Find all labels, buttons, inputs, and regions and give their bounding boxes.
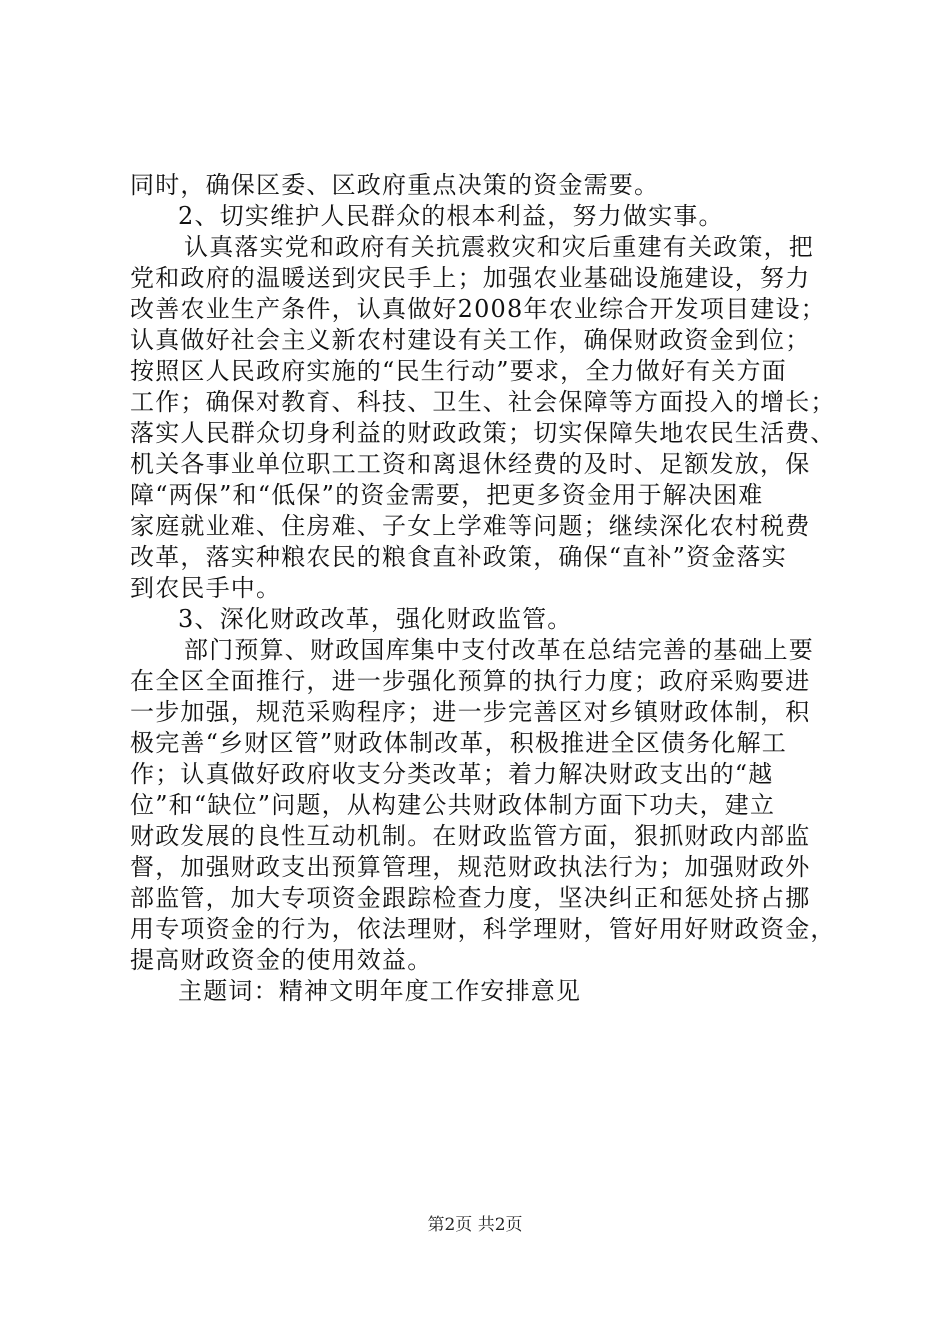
text-line: 部门预算、财政国库集中支付改革在总结完善的基础上要 (184, 636, 814, 664)
text-line: 作；认真做好政府收支分类改革；着力解决财政支出的“越 (130, 760, 774, 788)
text-line: 财政发展的良性互动机制。在财政监管方面，狠抓财政内部监 (130, 822, 811, 850)
text-line: 机关各事业单位职工工资和离退休经费的及时、足额发放，保 (130, 450, 811, 478)
text-line: 3、深化财政改革，强化财政监管。 (178, 605, 573, 633)
text-line: 认真落实党和政府有关抗震救灾和灾后重建有关政策，把 (184, 233, 814, 261)
text-line: 到农民手中。 (130, 574, 282, 602)
text-line: 位”和“缺位”问题，从构建公共财政体制方面下功夫，建立 (130, 791, 776, 819)
text-line: 极完善“乡财区管”财政体制改革，积极推进全区债务化解工 (130, 729, 787, 757)
text-line: 一步加强，规范采购程序；进一步完善区对乡镇财政体制，积 (130, 698, 811, 726)
text-line: 2、切实维护人民群众的根本利益，努力做实事。 (178, 202, 724, 230)
text-line: 在全区全面推行，进一步强化预算的执行力度；政府采购要进 (130, 667, 811, 695)
text-line: 主题词：精神文明年度工作安排意见 (178, 977, 582, 1005)
text-line: 落实人民群众切身利益的财政政策；切实保障失地农民生活费、 (130, 419, 836, 447)
text-line: 障“两保”和“低保”的资金需要，把更多资金用于解决困难 (130, 481, 764, 509)
text-line: 用专项资金的行为，依法理财，科学理财，管好用好财政资金， (130, 915, 836, 943)
text-line: 党和政府的温暖送到灾民手上；加强农业基础设施建设，努力 (130, 264, 811, 292)
text-line: 按照区人民政府实施的“民生行动”要求，全力做好有关方面 (130, 357, 787, 385)
text-line: 部监管，加大专项资金跟踪检查力度，坚决纠正和惩处挤占挪 (130, 884, 811, 912)
text-line: 改革，落实种粮农民的粮食直补政策，确保“直补”资金落实 (130, 543, 787, 571)
text-line: 认真做好社会主义新农村建设有关工作，确保财政资金到位； (130, 326, 811, 354)
document-body (130, 170, 836, 1007)
text-line: 改善农业生产条件，认真做好2008年农业综合开发项目建设； (130, 295, 826, 323)
text-line: 同时，确保区委、区政府重点决策的资金需要。 (130, 171, 660, 199)
text-line: 提高财政资金的使用效益。 (130, 946, 433, 974)
page-footer: 第2页 共2页 (427, 1215, 523, 1235)
text-line: 工作；确保对教育、科技、卫生、社会保障等方面投入的增长； (130, 388, 836, 416)
text-line: 督，加强财政支出预算管理，规范财政执法行为；加强财政外 (130, 853, 811, 881)
text-line: 家庭就业难、住房难、子女上学难等问题；继续深化农村税费 (130, 512, 811, 540)
